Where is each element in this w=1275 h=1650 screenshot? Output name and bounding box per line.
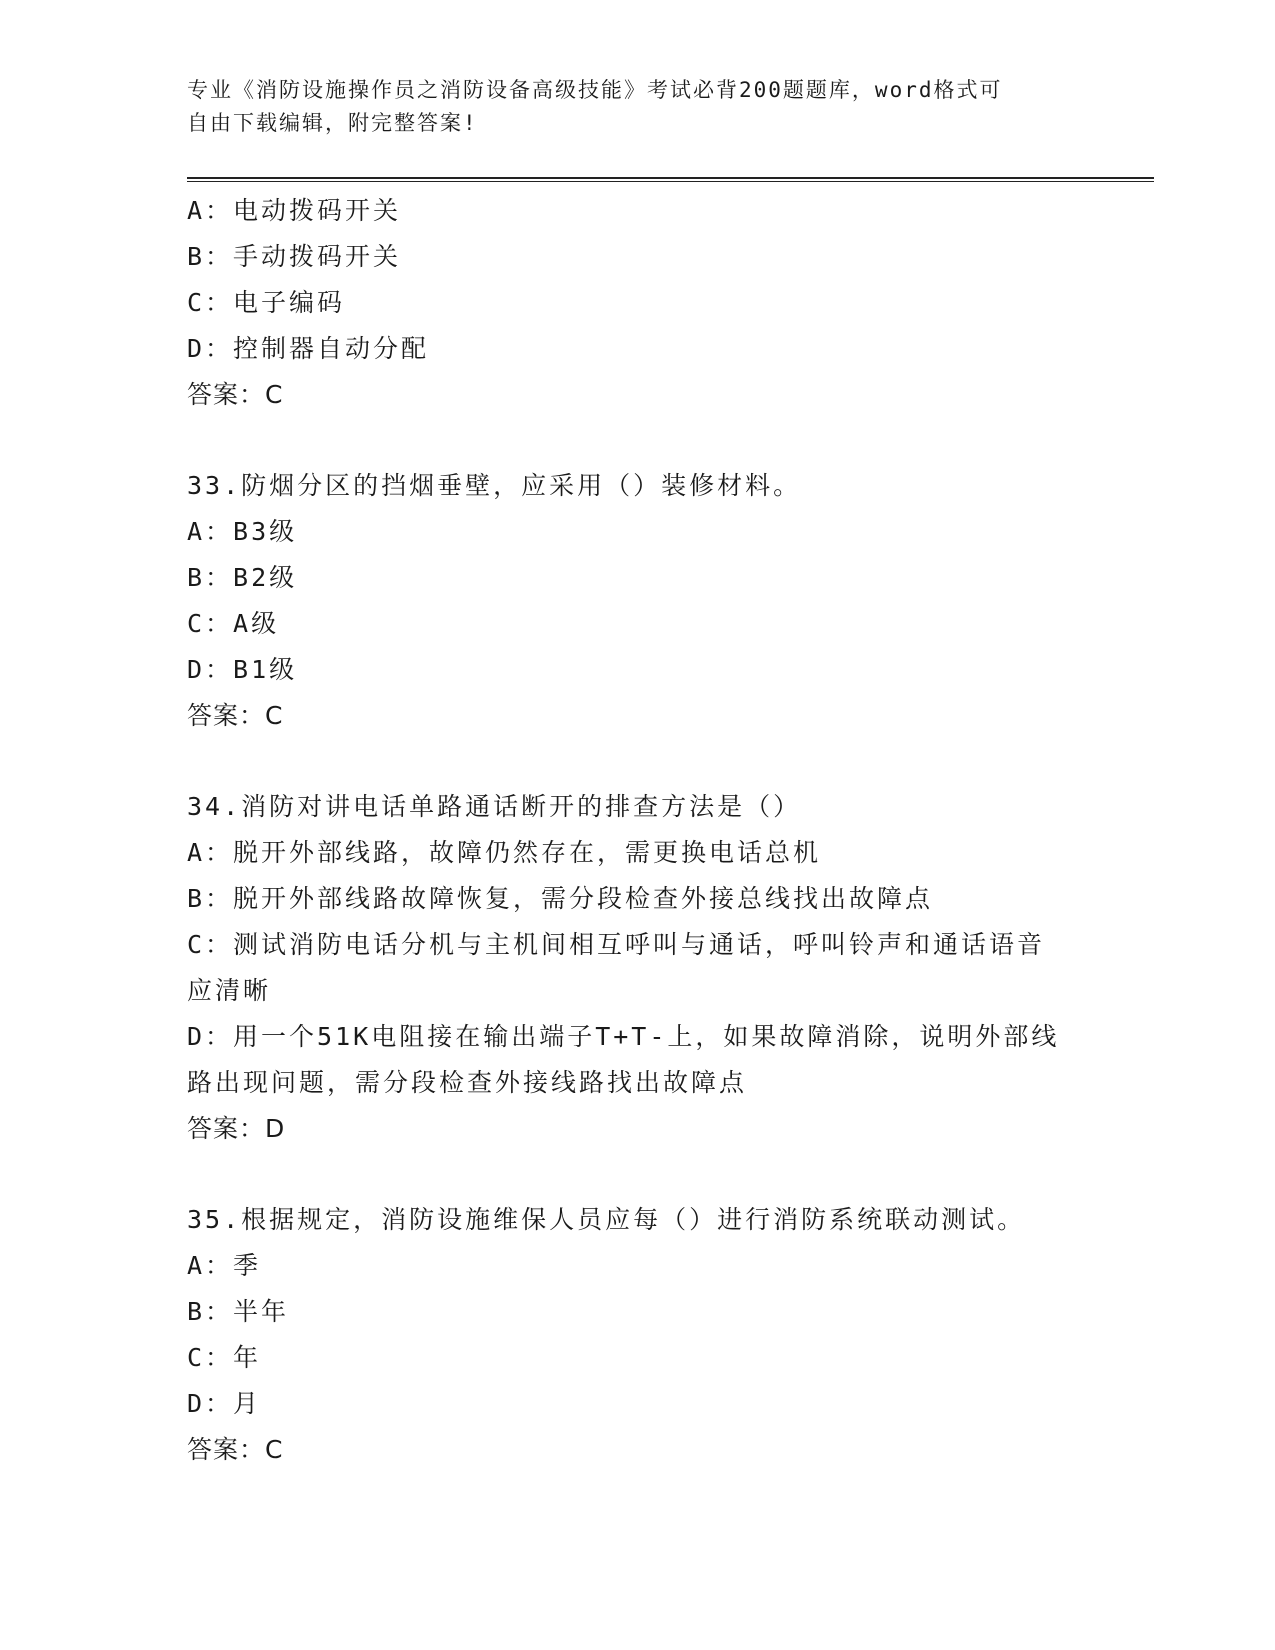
- question-block: [187, 1197, 1087, 1473]
- option-c: C：测试消防电话分机与主机间相互呼叫与通话，呼叫铃声和通话语音: [187, 930, 1046, 959]
- option-d: D：B1级: [187, 655, 298, 684]
- option-c: C：年: [187, 1343, 262, 1372]
- question-block: [187, 188, 1087, 418]
- question-text: 33.防烟分区的挡烟垂壁，应采用（）装修材料。: [187, 471, 802, 500]
- option-a: A：季: [187, 1251, 262, 1280]
- option-c: C：A级: [187, 609, 280, 638]
- option-b: B：B2级: [187, 563, 298, 592]
- header-divider: [187, 177, 1154, 182]
- answer: 答案：C: [187, 701, 284, 730]
- option-c: C：电子编码: [187, 288, 346, 317]
- option-d-continuation: 路出现问题，需分段检查外接线路找出故障点: [187, 1068, 748, 1097]
- header-line-1: 专业《消防设施操作员之消防设备高级技能》考试必背200题题库，word格式可: [187, 78, 1003, 102]
- document-header: [187, 74, 1087, 140]
- option-d: D：用一个51K电阻接在输出端子T+T-上，如果故障消除，说明外部线: [187, 1022, 1060, 1051]
- option-a: A：B3级: [187, 517, 298, 546]
- option-b: B：脱开外部线路故障恢复，需分段检查外接总线找出故障点: [187, 884, 934, 913]
- answer: 答案：C: [187, 380, 284, 409]
- answer: 答案：C: [187, 1435, 284, 1464]
- question-text: 35.根据规定，消防设施维保人员应每（）进行消防系统联动测试。: [187, 1205, 1026, 1234]
- header-line-2: 自由下载编辑，附完整答案!: [187, 111, 478, 135]
- answer: 答案：D: [187, 1114, 286, 1143]
- option-b: B：半年: [187, 1297, 290, 1326]
- question-block: [187, 784, 1087, 1152]
- option-d: D：控制器自动分配: [187, 334, 430, 363]
- option-d: D：月: [187, 1389, 262, 1418]
- option-a: A：脱开外部线路，故障仍然存在，需更换电话总机: [187, 838, 822, 867]
- option-a: A：电动拨码开关: [187, 196, 402, 225]
- question-list: [187, 188, 1087, 1473]
- question-text: 34.消防对讲电话单路通话断开的排查方法是（）: [187, 792, 802, 821]
- option-c-continuation: 应清晰: [187, 976, 272, 1005]
- option-b: B：手动拨码开关: [187, 242, 402, 271]
- question-block: [187, 463, 1087, 739]
